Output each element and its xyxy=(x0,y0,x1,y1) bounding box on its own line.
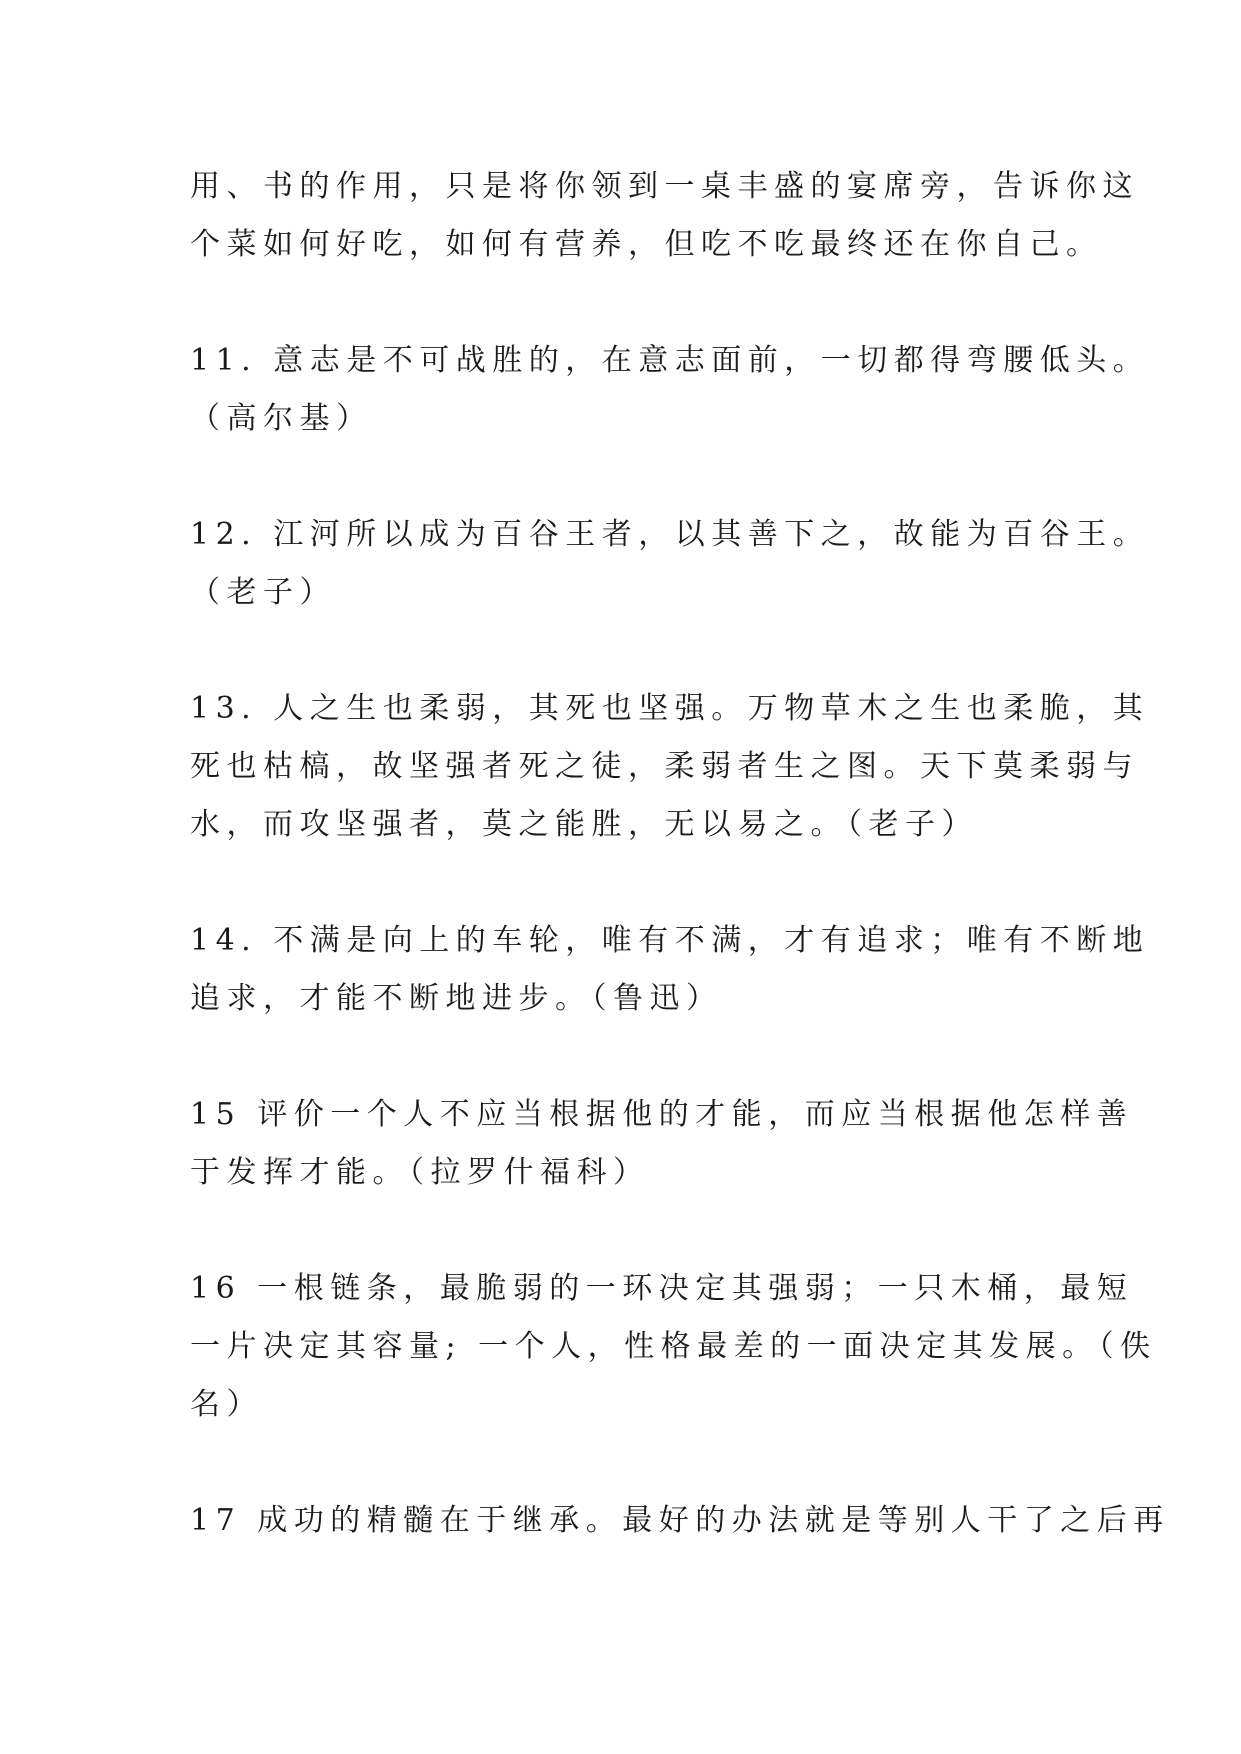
quote-14 xyxy=(190,912,1150,1028)
quote-12 xyxy=(190,506,1150,622)
text-line: 追求，才能不断地进步。（鲁迅） xyxy=(190,981,723,1016)
text-line: （老子） xyxy=(190,575,336,610)
text-line: （高尔基） xyxy=(190,401,373,436)
text-line: 12. 江河所以成为百谷王者，以其善下之，故能为百谷王。 xyxy=(190,517,1150,552)
text-line: 名） xyxy=(190,1387,263,1422)
text-line: 个菜如何好吃，如何有营养，但吃不吃最终还在你自己。 xyxy=(190,227,1103,262)
text-line: 死也枯槁，故坚强者死之徒，柔弱者生之图。天下莫柔弱与 xyxy=(190,749,1139,784)
quote-15 xyxy=(190,1086,1134,1202)
quote-11 xyxy=(190,332,1150,448)
text-line: 水，而攻坚强者，莫之能胜，无以易之。（老子） xyxy=(190,807,978,842)
text-line: 一片决定其容量; 一个人，性格最差的一面决定其发展。（佚 xyxy=(190,1329,1157,1364)
text-line: 用、书的作用，只是将你领到一桌丰盛的宴席旁，告诉你这 xyxy=(190,169,1139,204)
text-line: 11. 意志是不可战胜的，在意志面前，一切都得弯腰低头。 xyxy=(190,343,1150,378)
text-line: 于发挥才能。（拉罗什福科） xyxy=(190,1155,650,1190)
quote-13 xyxy=(190,680,1150,854)
document-body xyxy=(190,158,1170,1550)
quote-17 xyxy=(190,1492,1170,1550)
quote-16 xyxy=(190,1260,1157,1434)
text-line: 16 一根链条，最脆弱的一环决定其强弱；一只木桶，最短 xyxy=(190,1271,1134,1306)
text-line: 14. 不满是向上的车轮，唯有不满，才有追求；唯有不断地 xyxy=(190,923,1150,958)
text-line: 17 成功的精髓在于继承。最好的办法就是等别人干了之后再 xyxy=(190,1503,1170,1538)
paragraph-continued xyxy=(190,158,1139,274)
text-line: 15 评价一个人不应当根据他的才能，而应当根据他怎样善 xyxy=(190,1097,1134,1132)
text-line: 13. 人之生也柔弱，其死也坚强。万物草木之生也柔脆，其 xyxy=(190,691,1150,726)
